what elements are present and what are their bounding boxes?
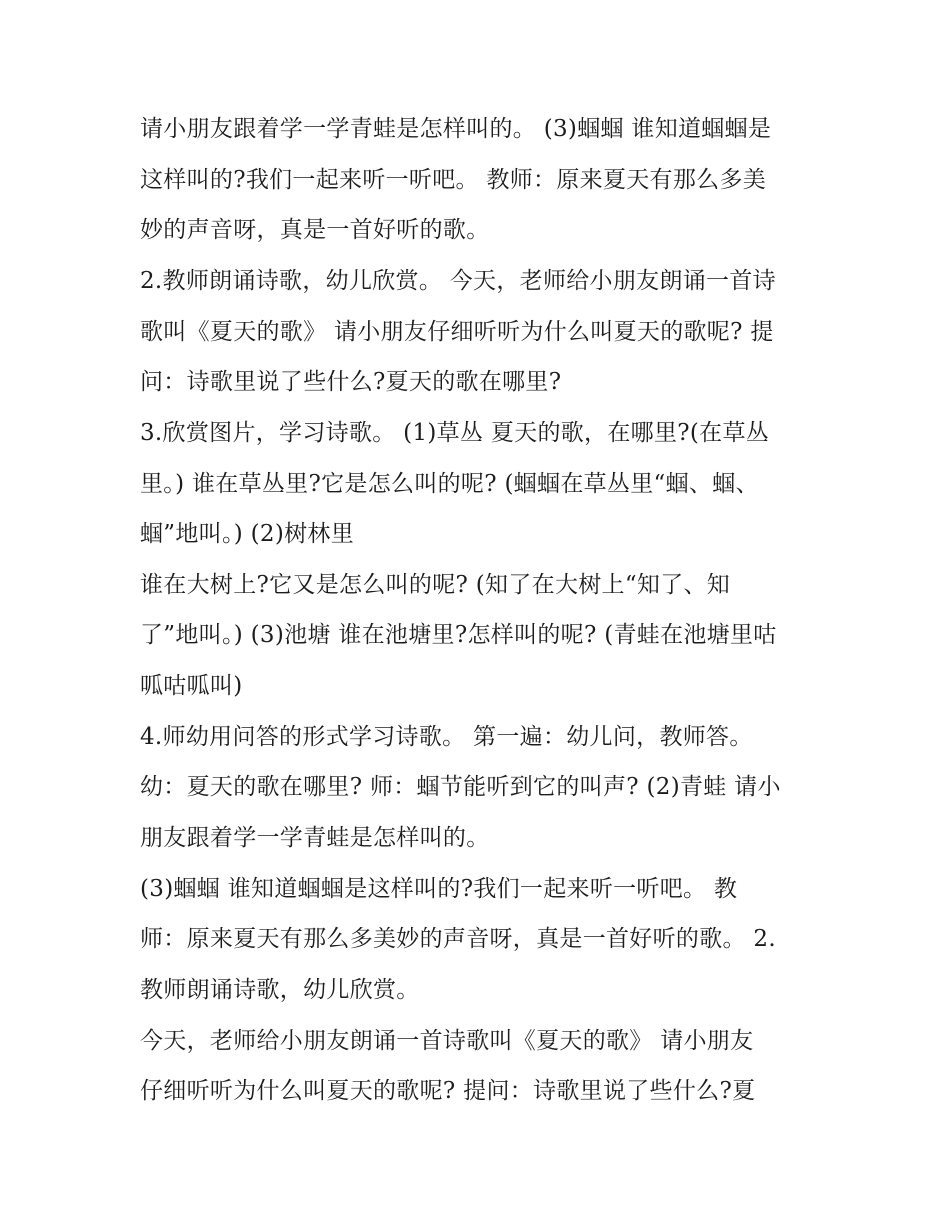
text-line: 歌叫《夏天的歌》 请小朋友仔细听听为什么叫夏天的歌呢? 提 bbox=[140, 319, 774, 345]
text-line: 妙的声音呀，真是一首好听的歌。 bbox=[140, 217, 490, 243]
text-line: 里。) 谁在草丛里?它是怎么叫的呢? (蝈蝈在草丛里“蝈、蝈、 bbox=[140, 471, 759, 497]
text-line: 问：诗歌里说了些什么?夏天的歌在哪里? bbox=[140, 369, 562, 395]
text-line: 今天，老师给小朋友朗诵一首诗歌叫《夏天的歌》 请小朋友 bbox=[140, 1028, 754, 1054]
text-line: 这样叫的?我们一起来听一听吧。 教师：原来夏天有那么多美 bbox=[140, 167, 767, 193]
text-line: 蝈”地叫。) (2)树林里 bbox=[140, 521, 355, 547]
text-line: 请小朋友跟着学一学青蛙是怎样叫的。 (3)蝈蝈 谁知道蝈蝈是 bbox=[140, 116, 772, 142]
text-line: 谁在大树上?它又是怎么叫的呢? (知了在大树上“知了、知 bbox=[140, 572, 731, 598]
text-line: 幼：夏天的歌在哪里? 师：蝈节能听到它的叫声? (2)青蛙 请小 bbox=[140, 774, 781, 800]
text-line: 3.欣赏图片，学习诗歌。 (1)草丛 夏天的歌，在哪里?(在草丛 bbox=[140, 420, 770, 446]
text-line: 2.教师朗诵诗歌，幼儿欣赏。 今天，老师给小朋友朗诵一首诗 bbox=[140, 268, 776, 294]
text-line: 呱咕呱叫) bbox=[140, 673, 243, 699]
text-line: (3)蝈蝈 谁知道蝈蝈是这样叫的?我们一起来听一听吧。 教 bbox=[140, 876, 738, 902]
text-line: 师：原来夏天有那么多美妙的声音呀，真是一首好听的歌。 2. bbox=[140, 926, 776, 952]
text-line: 朋友跟着学一学青蛙是怎样叫的。 bbox=[140, 825, 490, 851]
text-line: 仔细听听为什么叫夏天的歌呢? 提问：诗歌里说了些什么?夏 bbox=[140, 1078, 756, 1104]
text-line: 教师朗诵诗歌，幼儿欣赏。 bbox=[140, 977, 420, 1003]
text-line: 4.师幼用问答的形式学习诗歌。 第一遍：幼儿问，教师答。 bbox=[140, 724, 753, 750]
text-line: 了”地叫。) (3)池塘 谁在池塘里?怎样叫的呢? (青蛙在池塘里咕 bbox=[140, 622, 777, 648]
